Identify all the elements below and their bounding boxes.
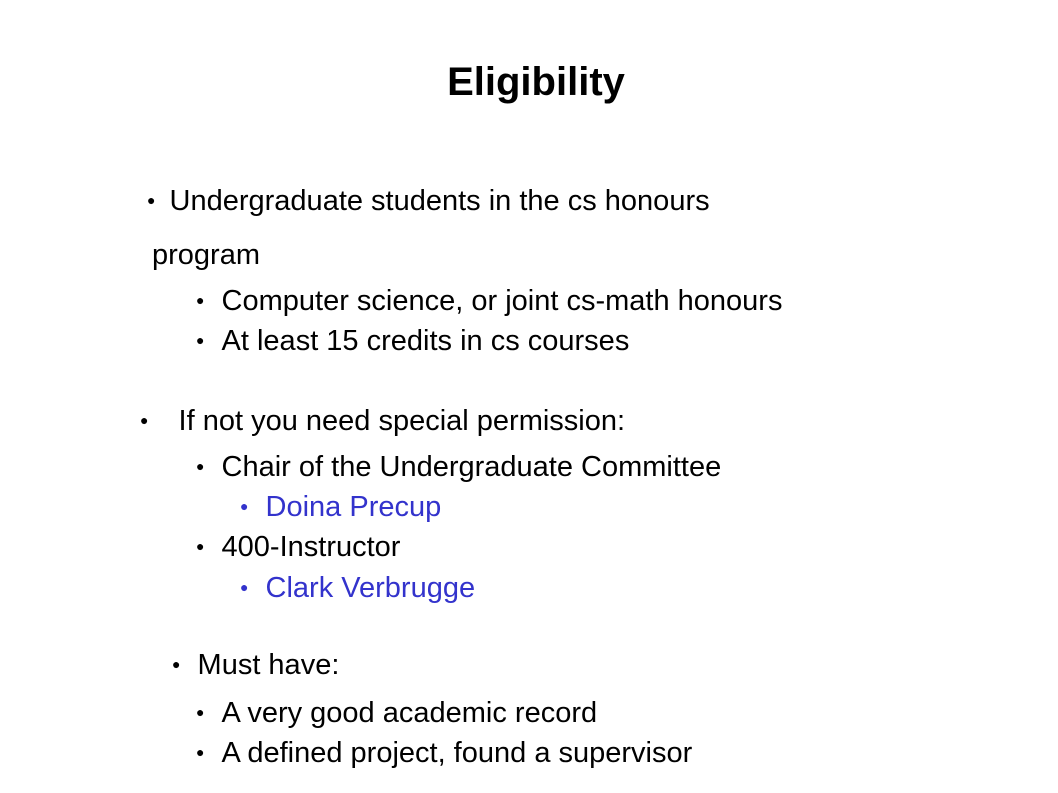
sub-sub-bullet-doina-precup[interactable]	[240, 490, 441, 525]
link-doina-precup[interactable]: Doina Precup	[265, 491, 442, 523]
bullet-undergraduate-students	[147, 184, 710, 219]
bullet-text: Undergraduate students in the cs honours	[169, 185, 710, 217]
sub-bullet-computer-science	[196, 284, 782, 319]
sub-bullet-credits	[196, 324, 629, 359]
sub-bullet-text: Chair of the Undergraduate Committee	[221, 451, 722, 483]
sub-bullet-academic-record	[196, 696, 597, 731]
bullet-special-permission	[140, 404, 625, 439]
sub-bullet-instructor	[196, 530, 400, 565]
bullet-icon: ●	[196, 703, 205, 720]
slide-title: Eligibility	[447, 60, 625, 104]
sub-bullet-text: 400-Instructor	[221, 531, 401, 563]
bullet-icon: ●	[196, 457, 205, 474]
bullet-icon: ●	[196, 537, 205, 554]
link-clark-verbrugge[interactable]: Clark Verbrugge	[265, 572, 476, 604]
sub-bullet-text: A very good academic record	[221, 697, 598, 729]
sub-bullet-text: A defined project, found a supervisor	[221, 737, 693, 769]
bullet-icon: ●	[196, 331, 205, 348]
bullet-text: If not you need special permission:	[178, 405, 626, 437]
sub-bullet-text: At least 15 credits in cs courses	[221, 325, 630, 357]
sub-bullet-defined-project	[196, 736, 692, 771]
bullet-icon: ●	[172, 655, 181, 672]
sub-bullet-text: Computer science, or joint cs-math honours	[221, 285, 783, 317]
sub-sub-bullet-clark-verbrugge[interactable]	[240, 571, 475, 606]
bullet-icon: ●	[140, 411, 149, 428]
bullet-text: Must have:	[197, 649, 340, 681]
bullet-icon: ●	[240, 578, 249, 595]
sub-bullet-chair	[196, 450, 721, 485]
bullet-must-have	[172, 648, 339, 683]
bullet-icon: ●	[240, 497, 249, 514]
bullet-icon: ●	[147, 191, 156, 208]
bullet-text-continuation: program	[152, 239, 260, 271]
bullet-icon: ●	[196, 743, 205, 760]
bullet-icon: ●	[196, 291, 205, 308]
